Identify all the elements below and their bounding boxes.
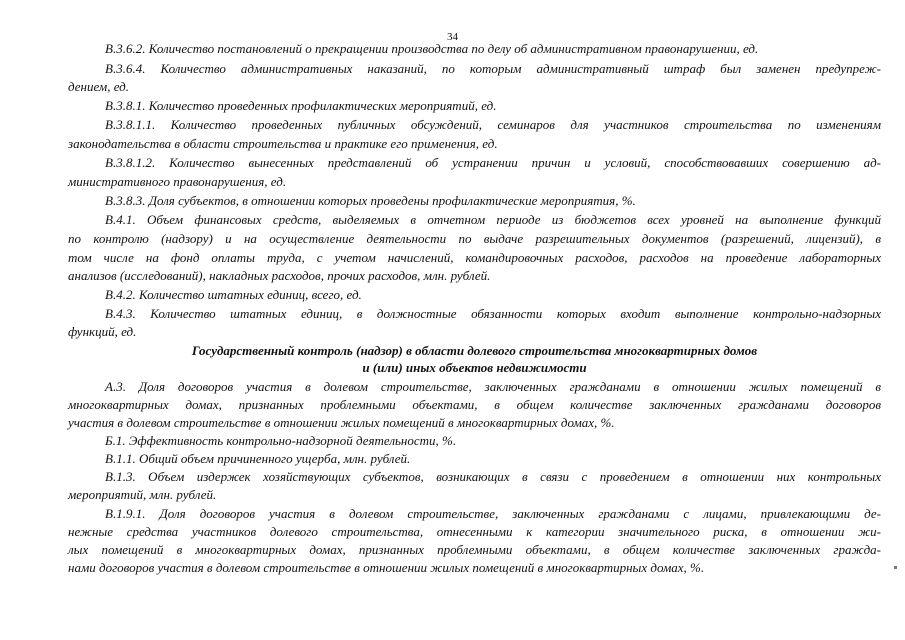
- text-line: В.3.8.1. Количество проведенных профилактических мероприятий, ед.: [105, 98, 497, 113]
- text-line: В.3.6.4. Количество административных наказаний, по которым административный штраф был заменен предупреж-: [105, 61, 881, 76]
- text-line: участия в долевом строительстве в отношении жилых помещений в многоквартирных домах, %.: [68, 415, 615, 430]
- text-line: том числе на фонд оплаты труда, с учетом начислений, командировочных расходов, расходов на проведение лабораторных: [68, 250, 881, 265]
- text-line: В.4.2. Количество штатных единиц, всего, ед.: [105, 287, 362, 302]
- text-line: законодательства в области строительства и практике его применения, ед.: [68, 136, 498, 151]
- text-line: функций, ед.: [68, 324, 137, 339]
- text-line: В.4.1. Объем финансовых средств, выделяемых в отчетном периоде из бюджетов всех уровней на выполнение функций: [105, 212, 881, 227]
- text-line: анализов (исследований), накладных расходов, прочих расходов, млн. рублей.: [68, 268, 491, 283]
- text-line: многоквартирных домах, признанных проблемными объектами, в общем количестве заключенных гражданами договоров: [68, 397, 881, 412]
- text-line: нами договоров участия в долевом строительстве в отношении жилых помещений в многоквартирных домах, %.: [68, 560, 705, 575]
- text-line: В.1.1. Общий объем причиненного ущерба, млн. рублей.: [105, 451, 411, 466]
- text-line: по контролю (надзору) и на осуществление деятельности по выдаче разрешительных документов (разрешений, лицензий), в: [68, 231, 881, 246]
- text-line: мероприятий, млн. рублей.: [68, 487, 217, 502]
- text-line: В.3.8.1.2. Количество вынесенных представлений об устранении причин и условий, способствовавших совершению ад-: [105, 155, 881, 170]
- text-line: министративного правонарушения, ед.: [68, 174, 287, 189]
- text-line: В.3.8.3. Доля субъектов, в отношении которых проведены профилактические мероприятия, %.: [105, 193, 636, 208]
- text-line: лых помещений в многоквартирных домах, признанных проблемными объектами, в общем количестве заключенных гражда-: [68, 542, 881, 557]
- text-line: нежные средства участников долевого строительства, отнесенными к категории значительного риска, в отношении жи-: [68, 524, 881, 539]
- text-line: В.4.3. Количество штатных единиц, в должностные обязанности которых входит выполнение контрольно-надзорных: [105, 306, 881, 321]
- text-line: В.1.9.1. Доля договоров участия в долевом строительстве, заключенных гражданами с лицами, привлекающими де-: [105, 506, 881, 521]
- text-line: В.3.6.2. Количество постановлений о прекращении производства по делу об административном правонарушении, ед.: [105, 41, 759, 56]
- text-line: дением, ед.: [68, 79, 129, 94]
- text-line: А.3. Доля договоров участия в долевом строительстве, заключенных гражданами в отношении жилых помещений в: [105, 379, 881, 394]
- scan-mark: [894, 566, 897, 569]
- page-number: 34: [447, 31, 458, 43]
- text-line: В.3.8.1.1. Количество проведенных публичных обсуждений, семинаров для участников строительства по изменениям: [105, 117, 881, 132]
- text-line: В.1.3. Объем издержек хозяйствующих субъектов, возникающих в связи с проведением в отношении них контрольных: [105, 469, 881, 484]
- section-heading: и (или) иных объектов недвижимости: [362, 360, 587, 375]
- text-line: Б.1. Эффективность контрольно-надзорной деятельности, %.: [105, 433, 457, 448]
- section-heading: Государственный контроль (надзор) в области долевого строительства многоквартирных домов: [191, 343, 758, 358]
